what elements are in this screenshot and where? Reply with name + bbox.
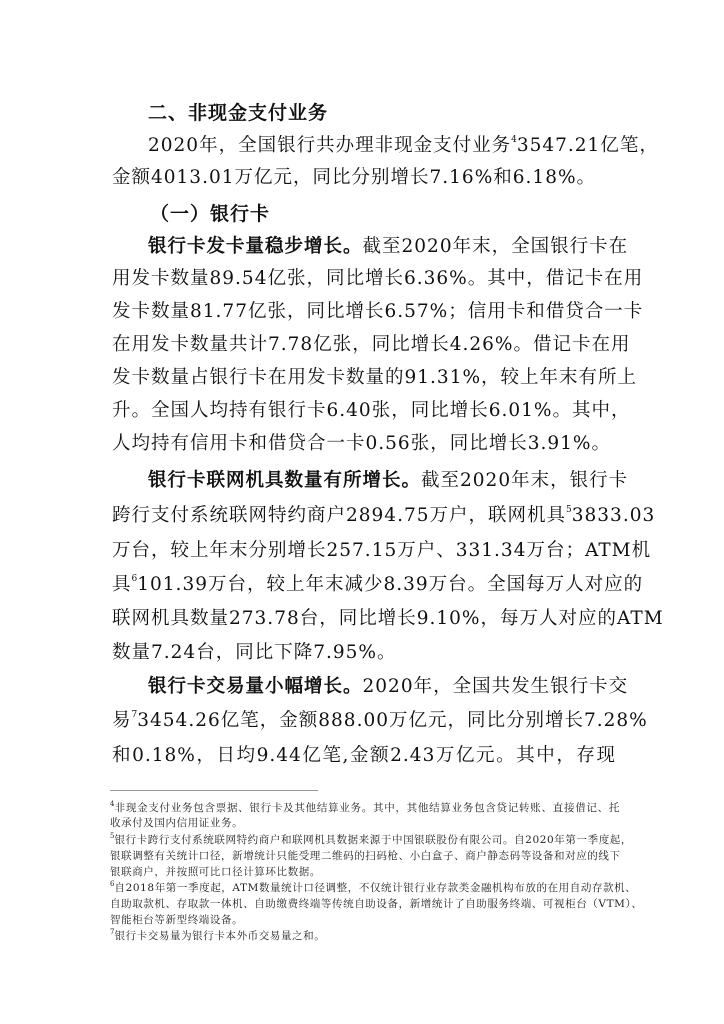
footnote-6-line-1 <box>110 880 637 896</box>
footnote-text: 非现金支付业务包含票据、银行卡及其他结算业务。其中，其他结算业务包含贷记转账、直接借记、托 <box>114 802 620 814</box>
para1-line-7: 人均持有信用卡和借贷合一卡0.56张，同比增长3.91%。 <box>112 433 611 454</box>
footnote-7-line-1 <box>110 929 620 944</box>
para1-line-5: 发卡数量占银行卡在用发卡数量的91.31%，较上年末有所上 <box>112 367 638 388</box>
footnote-text: 银行卡交易量为银行卡本外币交易量之和。 <box>114 930 326 942</box>
para3-text: 2020年，全国共发生银行卡交 <box>362 676 629 697</box>
footnote-divider <box>110 790 318 791</box>
footnote-mark-6: 6 <box>110 880 115 888</box>
para2-text: 截至2020年末，银行卡 <box>421 470 629 491</box>
footnote-mark-4: 4 <box>110 800 115 808</box>
intro-line-2: 金额4013.01万亿元，同比分别增长7.16%和6.18%。 <box>112 167 597 188</box>
para2-lead: 银行卡联网机具数量有所增长。 <box>148 470 422 491</box>
footnote-5-line-3: 银联商户，并按照可比口径计算环比数据。 <box>110 866 321 878</box>
footnote-5-line-2: 银联调整有关统计口径，新增统计只能受理二维码的扫码枪、小白盒子、商户静态码等设备和对应的线下 <box>110 850 621 862</box>
para1-line-3: 发卡数量81.77亿张，同比增长6.57%；信用卡和借贷合一卡 <box>112 301 644 322</box>
intro-line-1 <box>148 131 659 161</box>
footnote-ref-7: 7 <box>131 710 138 720</box>
para2-line-5: 联网机具数量273.78台，同比增长9.10%，每万人对应的ATM <box>112 608 664 629</box>
para3-line-3: 和0.18%，日均9.44亿笔,金额2.43万亿元。其中，存现 <box>112 745 616 766</box>
para2-line-6: 数量7.24台，同比下降7.95%。 <box>112 642 397 663</box>
para2-text: 101.39万台，较上年末减少8.39万台。全国每万人对应的 <box>137 574 644 595</box>
para1-line-4: 在用发卡数量共计7.78亿张，同比增长4.26%。借记卡在用 <box>112 334 631 355</box>
para3-text: 3454.26亿笔，金额888.00万亿元，同比分别增长7.28% <box>137 710 648 731</box>
para3-line-1 <box>148 672 629 702</box>
footnote-text: 自2018年第一季度起，ATM数量统计口径调整，不仅统计银行业存款类金融机构布放的在用自动存款机、 <box>114 882 637 894</box>
footnote-4-line-1 <box>110 801 620 816</box>
para3-line-2 <box>112 706 648 736</box>
para2-text: 跨行支付系统联网特约商户2894.75万户，联网机具 <box>112 505 567 526</box>
footnote-ref-4: 4 <box>511 135 517 145</box>
para2-line-1 <box>148 466 629 496</box>
footnote-ref-5: 5 <box>566 505 572 515</box>
para2-line-3: 万台，较上年末分别增长257.15万户、331.34万台；ATM机 <box>112 540 652 561</box>
footnote-mark-5: 5 <box>110 832 115 840</box>
para3-text: 易 <box>112 710 132 731</box>
para1-lead: 银行卡发卡量稳步增长。 <box>148 236 363 257</box>
footnote-4-line-2: 收承付及国内信用证业务。 <box>110 817 244 829</box>
para1-line-2: 用发卡数量89.54亿张，同比增长6.36%。其中，借记卡在用 <box>112 268 644 289</box>
intro-text: 2020年，全国银行共办理非现金支付业务 <box>148 135 512 156</box>
footnote-6-line-2: 自助取款机、存取款一体机、自助缴费终端等传统自助设备，新增统计了自助服务终端、可视柜台（VTM）、 <box>110 898 643 910</box>
intro-text: 3547.21亿笔， <box>516 135 659 156</box>
footnote-6-line-3: 智能柜台等新型终端设备。 <box>110 914 244 926</box>
para2-text: 3833.03 <box>571 505 656 526</box>
footnote-ref-6: 6 <box>131 574 138 584</box>
para1-line-6: 升。全国人均持有银行卡6.40张，同比增长6.01%。其中， <box>112 400 631 421</box>
section-heading: 二、非现金支付业务 <box>148 102 329 124</box>
para2-text: 具 <box>112 574 132 595</box>
para1-text: 截至2020年末，全国银行卡在 <box>362 236 629 257</box>
subsection-heading: （一）银行卡 <box>150 203 271 225</box>
footnote-5-line-1 <box>110 832 632 848</box>
para3-lead: 银行卡交易量小幅增长。 <box>148 676 363 697</box>
footnote-text: 银行卡跨行支付系统联网特约商户和联网机具数据来源于中国银联股份有限公司。自2020年第一季度起， <box>114 834 632 846</box>
para2-line-4 <box>112 570 644 600</box>
para2-line-2 <box>112 501 656 531</box>
footnote-mark-7: 7 <box>110 928 115 936</box>
para1-line-1 <box>148 232 629 262</box>
